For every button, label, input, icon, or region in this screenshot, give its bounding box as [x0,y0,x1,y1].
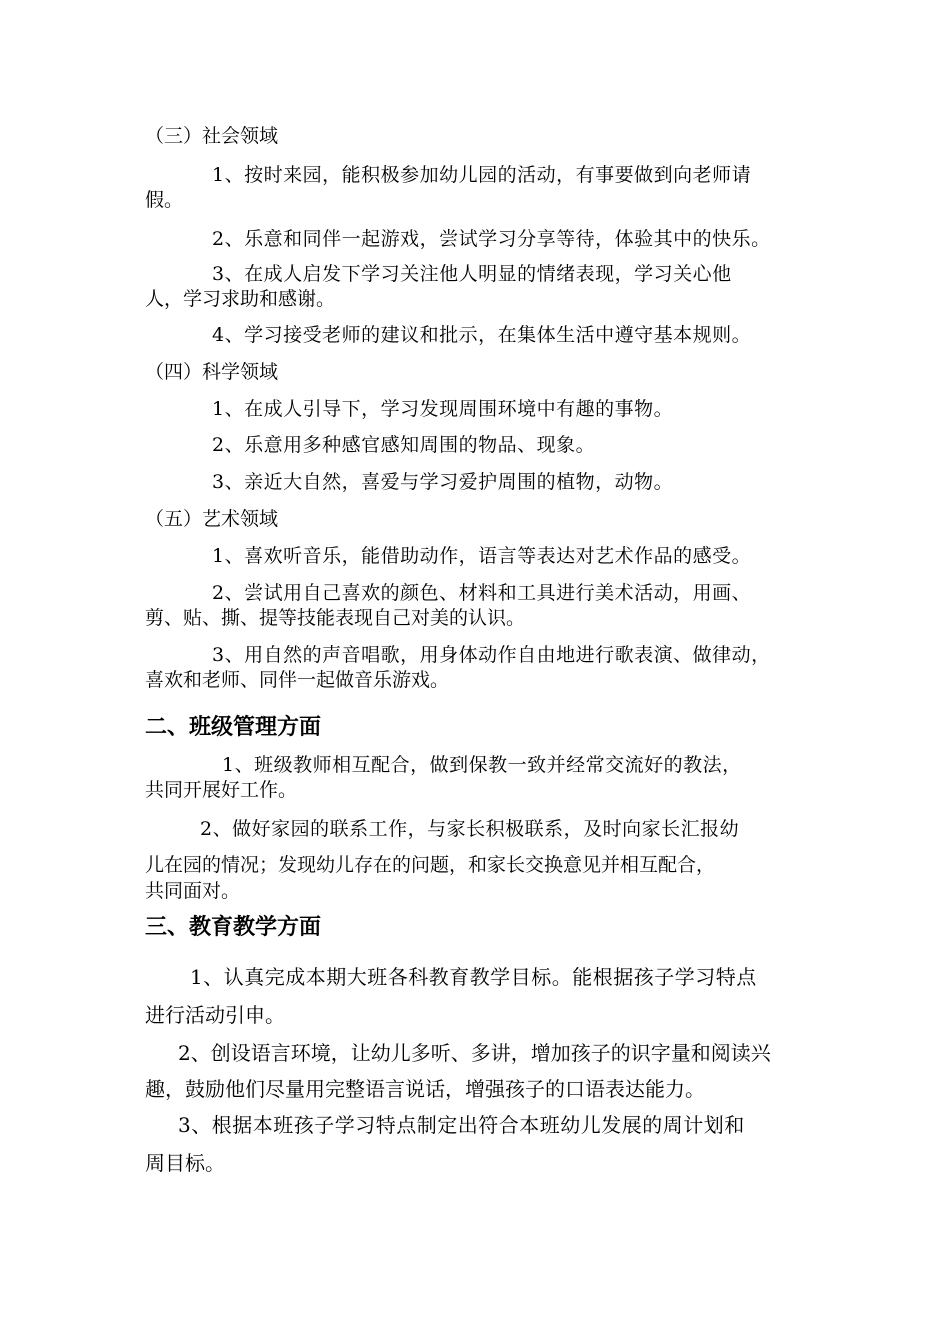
teaching-heading: 三、教育教学方面 [145,915,322,940]
class-management-heading: 二、班级管理方面 [145,715,322,740]
art-section-title: （五）艺术领域 [145,508,279,530]
social-item-3-line-1: 3、在成人启发下学习关注他人明显的情绪表现，学习关心他 [212,263,732,285]
social-item-1-line-1: 1、按时来园，能积极参加幼儿园的活动，有事要做到向老师请 [212,164,752,186]
social-item-3-line-2: 人，学习求助和感谢。 [145,288,336,310]
teaching-item-3-line-2: 周目标。 [145,1151,225,1175]
art-item-2-line-2: 剪、贴、撕、提等技能表现自己对美的认识。 [145,607,526,629]
teaching-item-2-line-2: 趣，鼓励他们尽量用完整语言说话，增强孩子的口语表达能力。 [145,1077,705,1101]
science-item-1: 1、在成人引导下，学习发现周围环境中有趣的事物。 [212,398,674,420]
class-management-item-2-line-3: 共同面对。 [145,880,241,902]
class-management-item-1-line-2: 共同开展好工作。 [145,779,298,801]
social-item-4: 4、学习接受老师的建议和批示，在集体生活中遵守基本规则。 [212,324,752,346]
teaching-item-2-line-1: 2、创设语言环境，让幼儿多听、多讲，增加孩子的识字量和阅读兴 [178,1041,771,1065]
art-item-3-line-1: 3、用自然的声音唱歌，用身体动作自由地进行歌表演、做律动， [212,644,771,666]
social-item-2: 2、乐意和同伴一起游戏，尝试学习分享等待，体验其中的快乐。 [212,228,771,250]
teaching-item-1-line-1: 1、认真完成本期大班各科教育教学目标。能根据孩子学习特点 [190,965,757,989]
art-item-2-line-1: 2、尝试用自己喜欢的颜色、材料和工具进行美术活动，用画、 [212,582,752,604]
science-section-title: （四）科学领域 [145,361,279,383]
teaching-item-1-line-2: 进行活动引申。 [145,1003,285,1027]
class-management-item-2-line-1: 2、做好家园的联系工作，与家长积极联系，及时向家长汇报幼 [200,818,740,840]
art-item-1: 1、喜欢听音乐，能借助动作，语言等表达对艺术作品的感受。 [212,545,752,567]
teaching-item-3-line-1: 3、根据本班孩子学习特点制定出符合本班幼儿发展的周计划和 [178,1113,745,1137]
science-item-3: 3、亲近大自然，喜爱与学习爱护周围的植物，动物。 [212,471,674,493]
art-item-3-line-2: 喜欢和老师、同伴一起做音乐游戏。 [145,669,450,691]
social-section-title: （三）社会领域 [145,125,279,147]
science-item-2: 2、乐意用多种感官感知周围的物品、现象。 [212,434,596,456]
class-management-item-2-line-2: 儿在园的情况；发现幼儿存在的问题，和家长交换意见并相互配合， [145,854,716,876]
social-item-1-line-2: 假。 [145,189,184,211]
class-management-item-1-line-1: 1、班级教师相互配合，做到保教一致并经常交流好的教法， [222,754,742,776]
